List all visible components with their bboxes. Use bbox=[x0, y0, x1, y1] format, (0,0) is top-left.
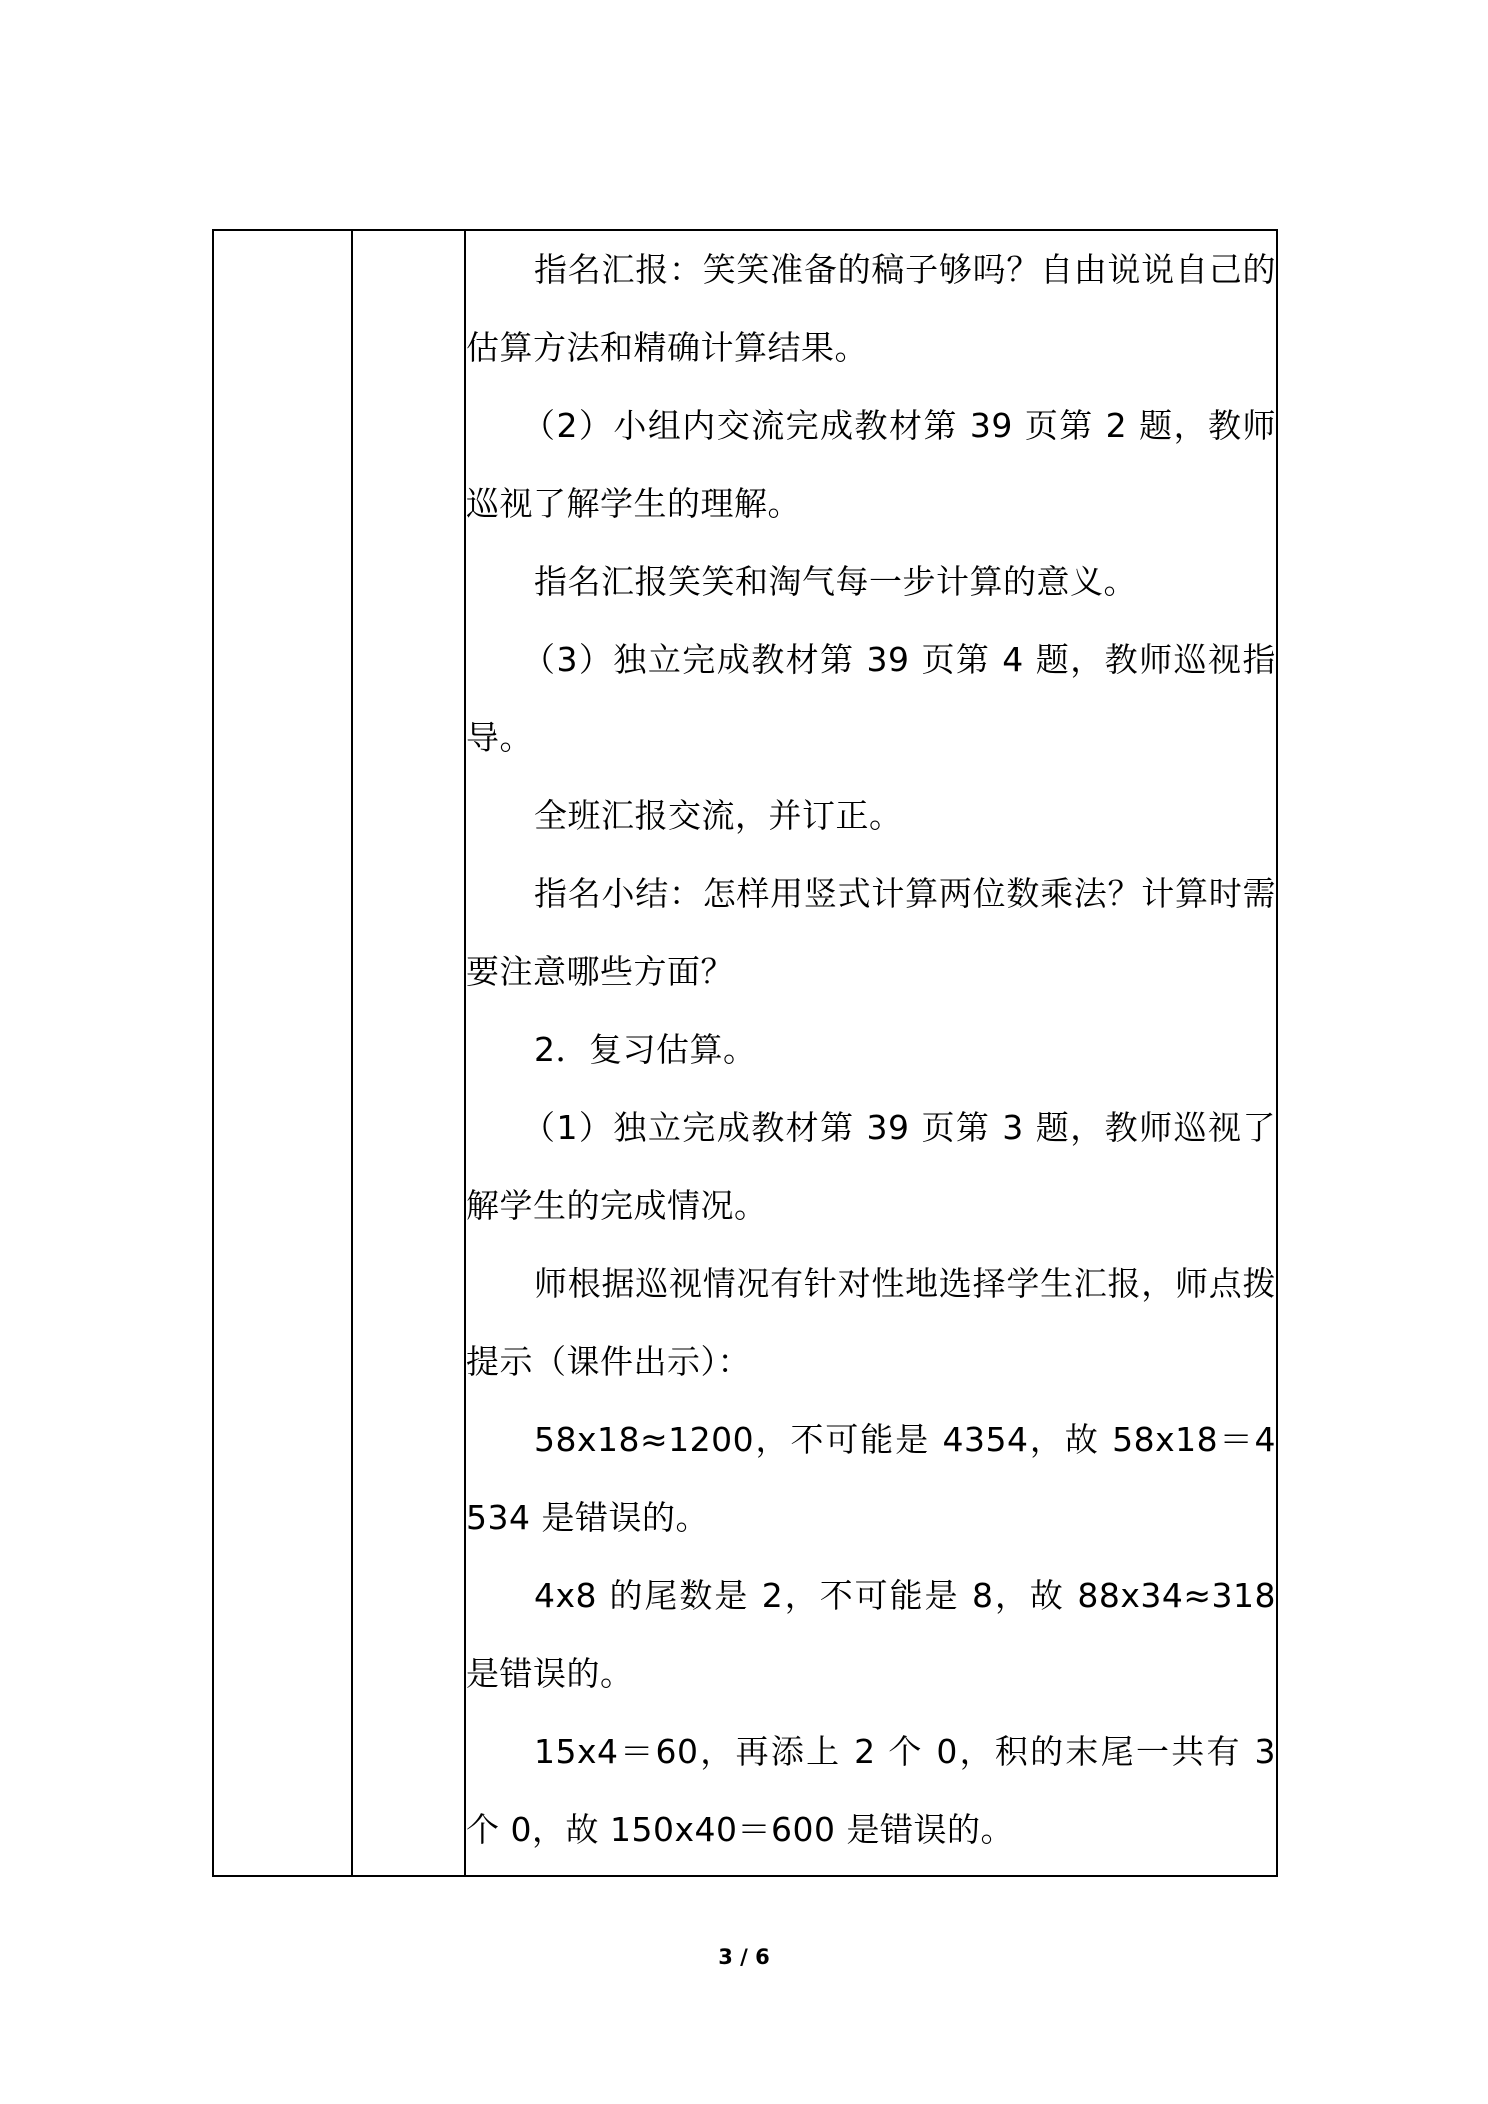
paragraph-estimation-task: （1）独立完成教材第 39 页第 3 题，教师巡视了解学生的完成情况。 bbox=[466, 1108, 1276, 1225]
table-cell-time bbox=[352, 230, 465, 1876]
paragraph-class-report: 全班汇报交流，并订正。 bbox=[534, 796, 903, 835]
lesson-plan-table bbox=[212, 229, 1278, 1877]
paragraph-example-1: 58x18≈1200，不可能是 4354，故 58x18＝4534 是错误的。 bbox=[466, 1420, 1276, 1537]
table-row bbox=[213, 230, 1277, 1876]
paragraph-meaning-report: 指名汇报笑笑和淘气每一步计算的意义。 bbox=[534, 562, 1137, 601]
table-cell-stage bbox=[213, 230, 352, 1876]
paragraph-review-estimation: 2．复习估算。 bbox=[534, 1030, 757, 1069]
table-cell-activity bbox=[465, 230, 1277, 1876]
paragraph-independent-task: （3）独立完成教材第 39 页第 4 题，教师巡视指导。 bbox=[466, 640, 1276, 757]
paragraph-example-3: 15x4＝60，再添上 2 个 0，积的末尾一共有 3 个 0，故 150x40＝600 是错误的。 bbox=[466, 1732, 1276, 1849]
paragraph-summary: 指名小结：怎样用竖式计算两位数乘法？计算时需要注意哪些方面？ bbox=[466, 874, 1276, 991]
paragraph-group-exchange: （2）小组内交流完成教材第 39 页第 2 题，教师巡视了解学生的理解。 bbox=[466, 406, 1276, 523]
paragraph-teacher-hint: 师根据巡视情况有针对性地选择学生汇报，师点拨提示（课件出示）： bbox=[466, 1264, 1276, 1381]
page-number: 3 / 6 bbox=[718, 1945, 770, 1969]
paragraph-example-2: 4x8 的尾数是 2，不可能是 8，故 88x34≈318 是错误的。 bbox=[466, 1576, 1276, 1693]
paragraph-report: 指名汇报：笑笑准备的稿子够吗？自由说说自己的估算方法和精确计算结果。 bbox=[466, 250, 1276, 367]
